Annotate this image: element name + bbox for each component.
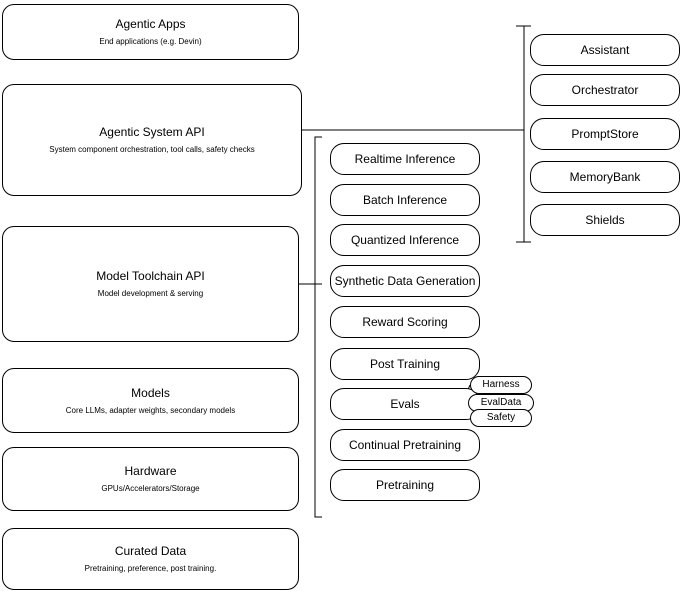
component-label: Synthetic Data Generation: [334, 274, 476, 288]
component-post-training[interactable]: [330, 348, 480, 380]
component-memorybank[interactable]: [530, 161, 680, 193]
component-orchestrator[interactable]: [530, 74, 680, 106]
stack-layer-models[interactable]: [2, 368, 299, 433]
stack-layer-agentic-system-api[interactable]: [2, 84, 302, 196]
stack-layer-agentic-apps[interactable]: [2, 4, 299, 60]
component-evals[interactable]: [330, 388, 480, 420]
component-label: Safety: [486, 412, 516, 423]
layer-title: Model Toolchain API: [96, 269, 205, 283]
component-label: Orchestrator: [571, 83, 639, 97]
component-label: Reward Scoring: [362, 315, 448, 329]
component-quantized-inference[interactable]: [330, 224, 480, 256]
layer-title: Agentic Apps: [115, 17, 186, 31]
layer-title: Agentic System API: [99, 125, 205, 139]
component-label: Realtime Inference: [354, 152, 456, 166]
component-assistant[interactable]: [530, 34, 680, 66]
component-label: Pretraining: [375, 478, 435, 492]
component-label: Post Training: [369, 357, 441, 371]
stack-layer-hardware[interactable]: [2, 447, 299, 511]
layer-title: Hardware: [124, 464, 177, 478]
component-label: Shields: [585, 213, 625, 227]
component-label: Evals: [390, 397, 420, 411]
stack-layer-curated-data[interactable]: [2, 528, 299, 590]
component-shields[interactable]: [530, 204, 680, 236]
component-synthetic-data-generation[interactable]: [330, 265, 480, 297]
layer-title: Models: [131, 385, 170, 400]
component-harness[interactable]: [470, 376, 532, 394]
component-label: PromptStore: [571, 127, 639, 141]
component-safety[interactable]: [470, 409, 532, 427]
component-realtime-inference[interactable]: [330, 143, 480, 175]
component-label: Assistant: [580, 43, 630, 57]
component-label: Quantized Inference: [350, 233, 460, 247]
component-label: MemoryBank: [569, 170, 641, 184]
component-label: EvalData: [480, 397, 522, 408]
stack-layer-model-toolchain-api[interactable]: [2, 226, 299, 342]
component-label: Harness: [482, 379, 520, 390]
component-reward-scoring[interactable]: [330, 306, 480, 338]
layer-subtitle: Core LLMs, adapter weights, secondary models: [65, 405, 236, 415]
layer-subtitle: Model development & serving: [97, 289, 204, 298]
component-continual-pretraining[interactable]: [330, 429, 480, 461]
component-label: Batch Inference: [362, 193, 448, 207]
layer-subtitle: Pretraining, preference, post training.: [84, 564, 217, 573]
component-pretraining[interactable]: [330, 469, 480, 501]
component-promptstore[interactable]: [530, 118, 680, 150]
component-batch-inference[interactable]: [330, 184, 480, 216]
layer-subtitle: GPUs/Accelerators/Storage: [101, 484, 200, 493]
component-label: Continual Pretraining: [348, 438, 462, 452]
layer-subtitle: End applications (e.g. Devin): [99, 37, 202, 46]
layer-subtitle: System component orchestration, tool calls, safety checks: [49, 145, 255, 154]
layer-title: Curated Data: [114, 544, 187, 558]
